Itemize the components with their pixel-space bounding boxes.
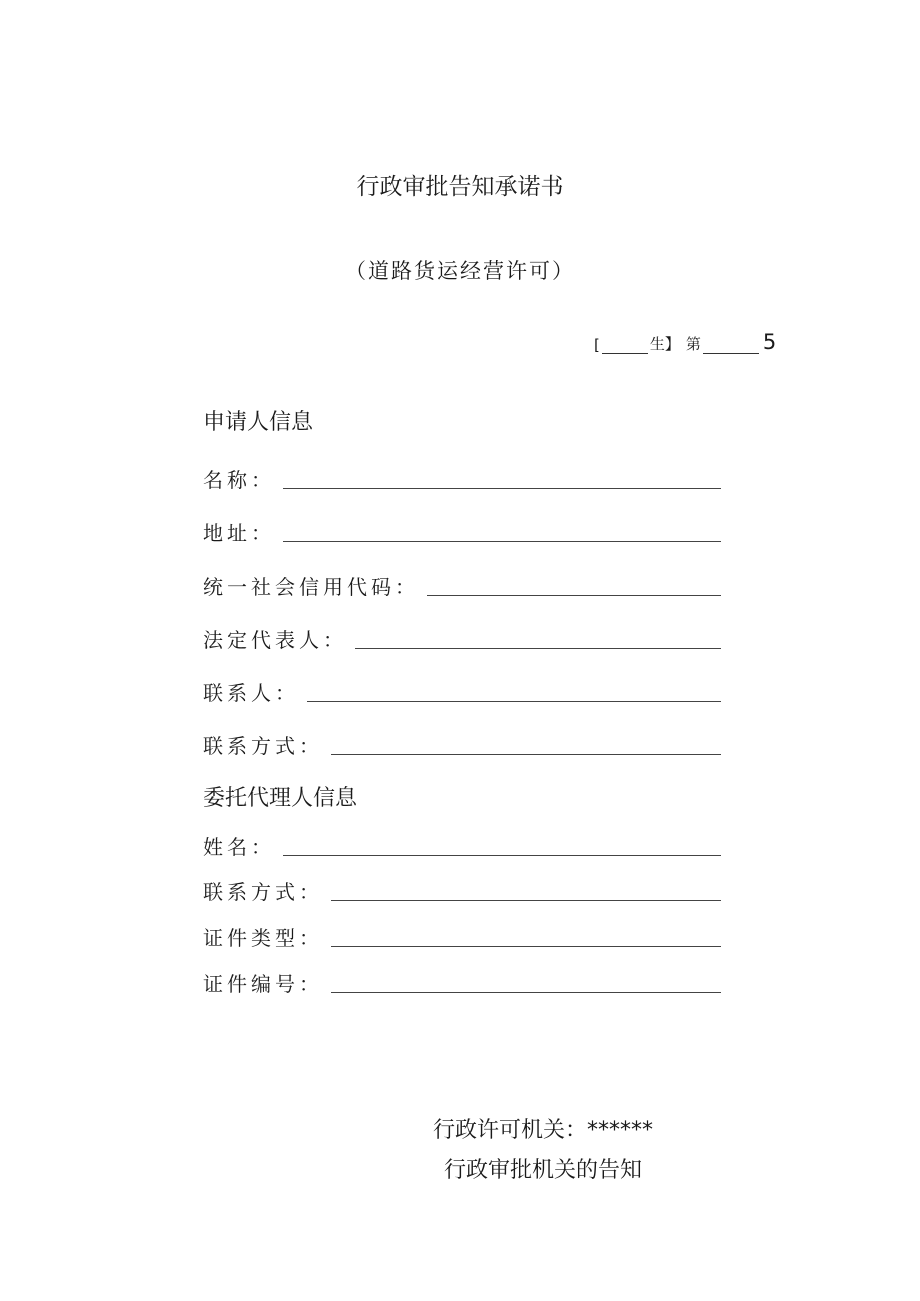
agent-name-field (203, 831, 721, 860)
applicant-name-input[interactable] (283, 488, 721, 489)
applicant-contact-person-field (203, 677, 721, 706)
doc-number-year-blank[interactable] (602, 339, 648, 354)
document-number (594, 330, 776, 354)
field-label: 法定代表人： (203, 628, 347, 652)
licensing-authority: 行政许可机关：****** (432, 1118, 653, 1143)
doc-number-year-suffix: 生】 (649, 335, 680, 353)
field-label: 名称： (203, 468, 275, 492)
field-label: 联系人： (203, 681, 299, 705)
applicant-address-field (203, 517, 721, 546)
doc-number-value: 5 (762, 330, 777, 354)
field-label: 证件类型： (203, 926, 323, 950)
applicant-contact-info-input[interactable] (331, 754, 721, 755)
applicant-address-input[interactable] (283, 541, 721, 542)
agent-id-type-input[interactable] (331, 946, 721, 947)
field-label: 证件编号： (203, 972, 323, 996)
authority-notice-heading: 行政审批机关的告知 (443, 1158, 642, 1183)
doc-number-blank[interactable] (703, 339, 759, 354)
document-subtitle: （道路货运经营许可） (345, 259, 575, 283)
field-label: 姓名： (203, 835, 275, 859)
applicant-heading: 申请人信息 (203, 410, 314, 435)
field-label: 联系方式： (203, 734, 323, 758)
applicant-legal-rep-input[interactable] (355, 648, 721, 649)
doc-number-prefix: 第 (685, 335, 701, 353)
agent-heading: 委托代理人信息 (203, 786, 358, 811)
agent-contact-info-input[interactable] (331, 900, 721, 901)
agent-id-type-field (203, 922, 721, 951)
agent-name-input[interactable] (283, 855, 721, 856)
doc-number-open-bracket: [ (594, 336, 600, 354)
agent-id-number-field (203, 968, 721, 997)
field-label: 统一社会信用代码： (203, 575, 419, 599)
field-label: 地址： (203, 521, 275, 545)
applicant-credit-code-field (203, 571, 721, 600)
field-label: 联系方式： (203, 880, 323, 904)
document-title: 行政审批告知承诺书 (356, 174, 564, 200)
applicant-contact-person-input[interactable] (307, 701, 721, 702)
applicant-legal-rep-field (203, 624, 721, 653)
applicant-contact-info-field (203, 730, 721, 759)
applicant-credit-code-input[interactable] (427, 595, 721, 596)
agent-contact-info-field (203, 876, 721, 905)
applicant-name-field (203, 464, 721, 493)
agent-id-number-input[interactable] (331, 992, 721, 993)
